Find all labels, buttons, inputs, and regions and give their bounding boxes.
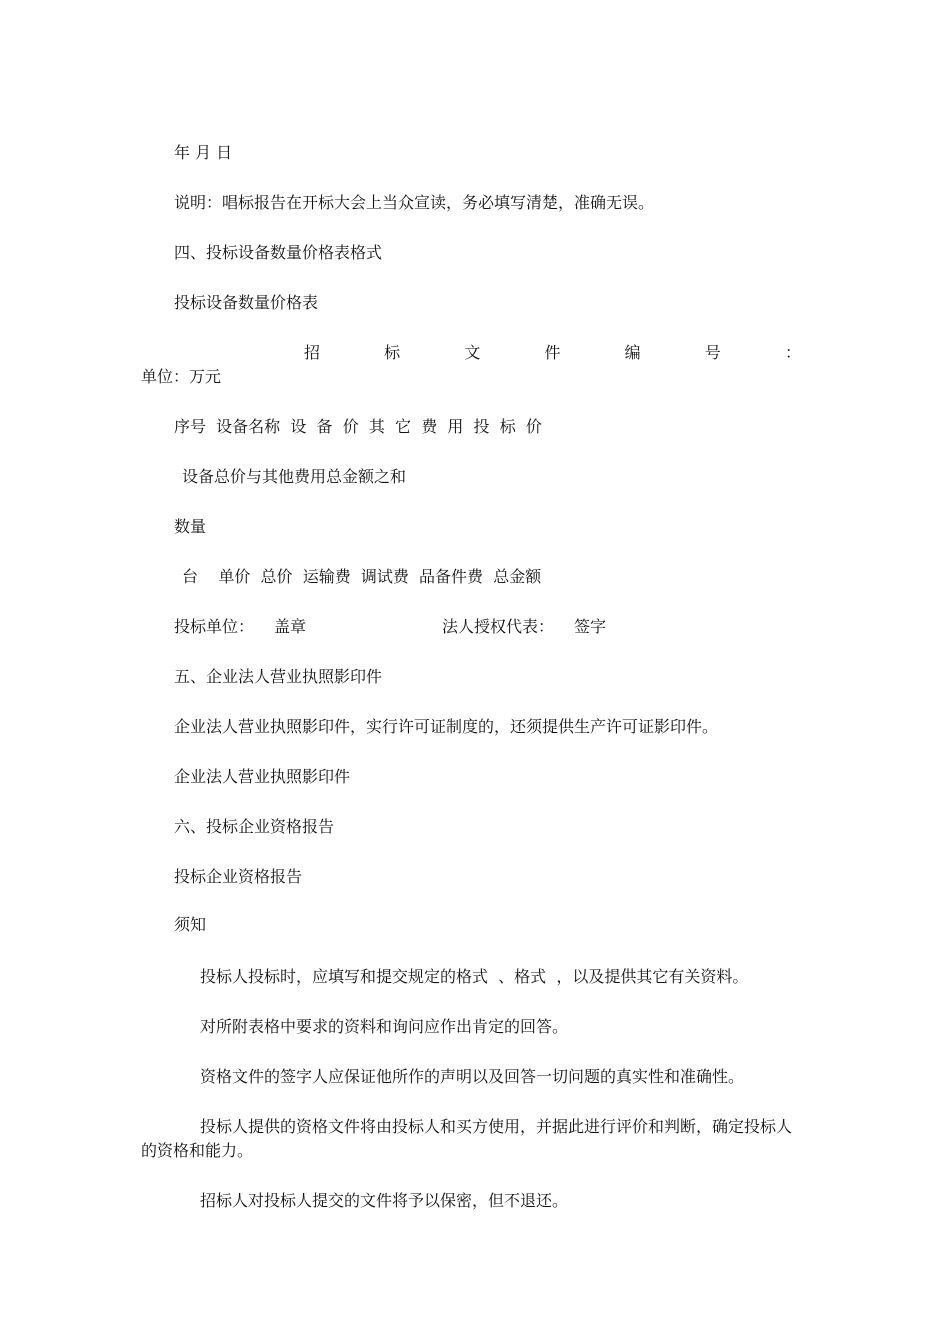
section-5-desc: 企业法人营业执照影印件，实行许可证制度的，还须提供生产许可证影印件。 bbox=[174, 717, 719, 736]
section-5-heading: 五、企业法人营业执照影印件 bbox=[174, 667, 383, 686]
section-4-heading: 四、投标设备数量价格表格式 bbox=[174, 243, 383, 262]
doc-number-line bbox=[141, 342, 801, 364]
doc-no-char: 号 bbox=[704, 343, 721, 362]
doc-no-char: 招 bbox=[304, 343, 321, 362]
note-text: 说明：唱标报告在开标大会上当众宣读，务必填写清楚，准确无误。 bbox=[174, 193, 655, 212]
table-header-row-2: 设备总价与其他费用总金额之和 bbox=[182, 467, 407, 486]
notice-label: 须知 bbox=[174, 915, 207, 934]
section-6-title: 投标企业资格报告 bbox=[174, 867, 303, 886]
notice-item: 对所附表格中要求的资料和询问应作出肯定的回答。 bbox=[200, 1017, 569, 1036]
notice-item: 招标人对投标人提交的文件将予以保密，但不退还。 bbox=[200, 1191, 569, 1210]
doc-no-char: 编 bbox=[624, 343, 641, 362]
notice-item-continued: 的资格和能力。 bbox=[141, 1141, 254, 1160]
doc-no-char: ： bbox=[784, 343, 801, 362]
notice-item: 资格文件的签字人应保证他所作的声明以及回答一切问题的真实性和准确性。 bbox=[200, 1067, 745, 1086]
section-6-heading: 六、投标企业资格报告 bbox=[174, 817, 335, 836]
rep-sign: 签字 bbox=[574, 617, 607, 636]
signature-line bbox=[174, 616, 606, 638]
notice-item: 投标人提供的资格文件将由投标人和买方使用，并据此进行评价和判断，确定投标人 bbox=[200, 1117, 793, 1136]
table-header-row-4: 台 单价 总价 运输费 调试费 品备件费 总金额 bbox=[182, 567, 542, 586]
notice-item: 投标人投标时，应填写和提交规定的格式 、格式 ，以及提供其它有关资料。 bbox=[200, 967, 749, 986]
table-header-row-3: 数量 bbox=[174, 517, 207, 536]
unit-line: 单位：万元 bbox=[141, 367, 222, 386]
section-5-title: 企业法人营业执照影印件 bbox=[174, 767, 351, 786]
bidder-label: 投标单位： bbox=[174, 617, 255, 636]
table-header-row-1: 序号 设备名称 设 备 价 其 它 费 用 投 标 价 bbox=[174, 417, 542, 436]
rep-label: 法人授权代表： bbox=[442, 617, 555, 636]
table-title: 投标设备数量价格表 bbox=[174, 293, 319, 312]
doc-no-char: 件 bbox=[544, 343, 561, 362]
doc-no-char: 标 bbox=[384, 343, 401, 362]
doc-no-char: 文 bbox=[464, 343, 481, 362]
date-line: 年 月 日 bbox=[174, 143, 233, 162]
bidder-seal: 盖章 bbox=[274, 617, 307, 636]
